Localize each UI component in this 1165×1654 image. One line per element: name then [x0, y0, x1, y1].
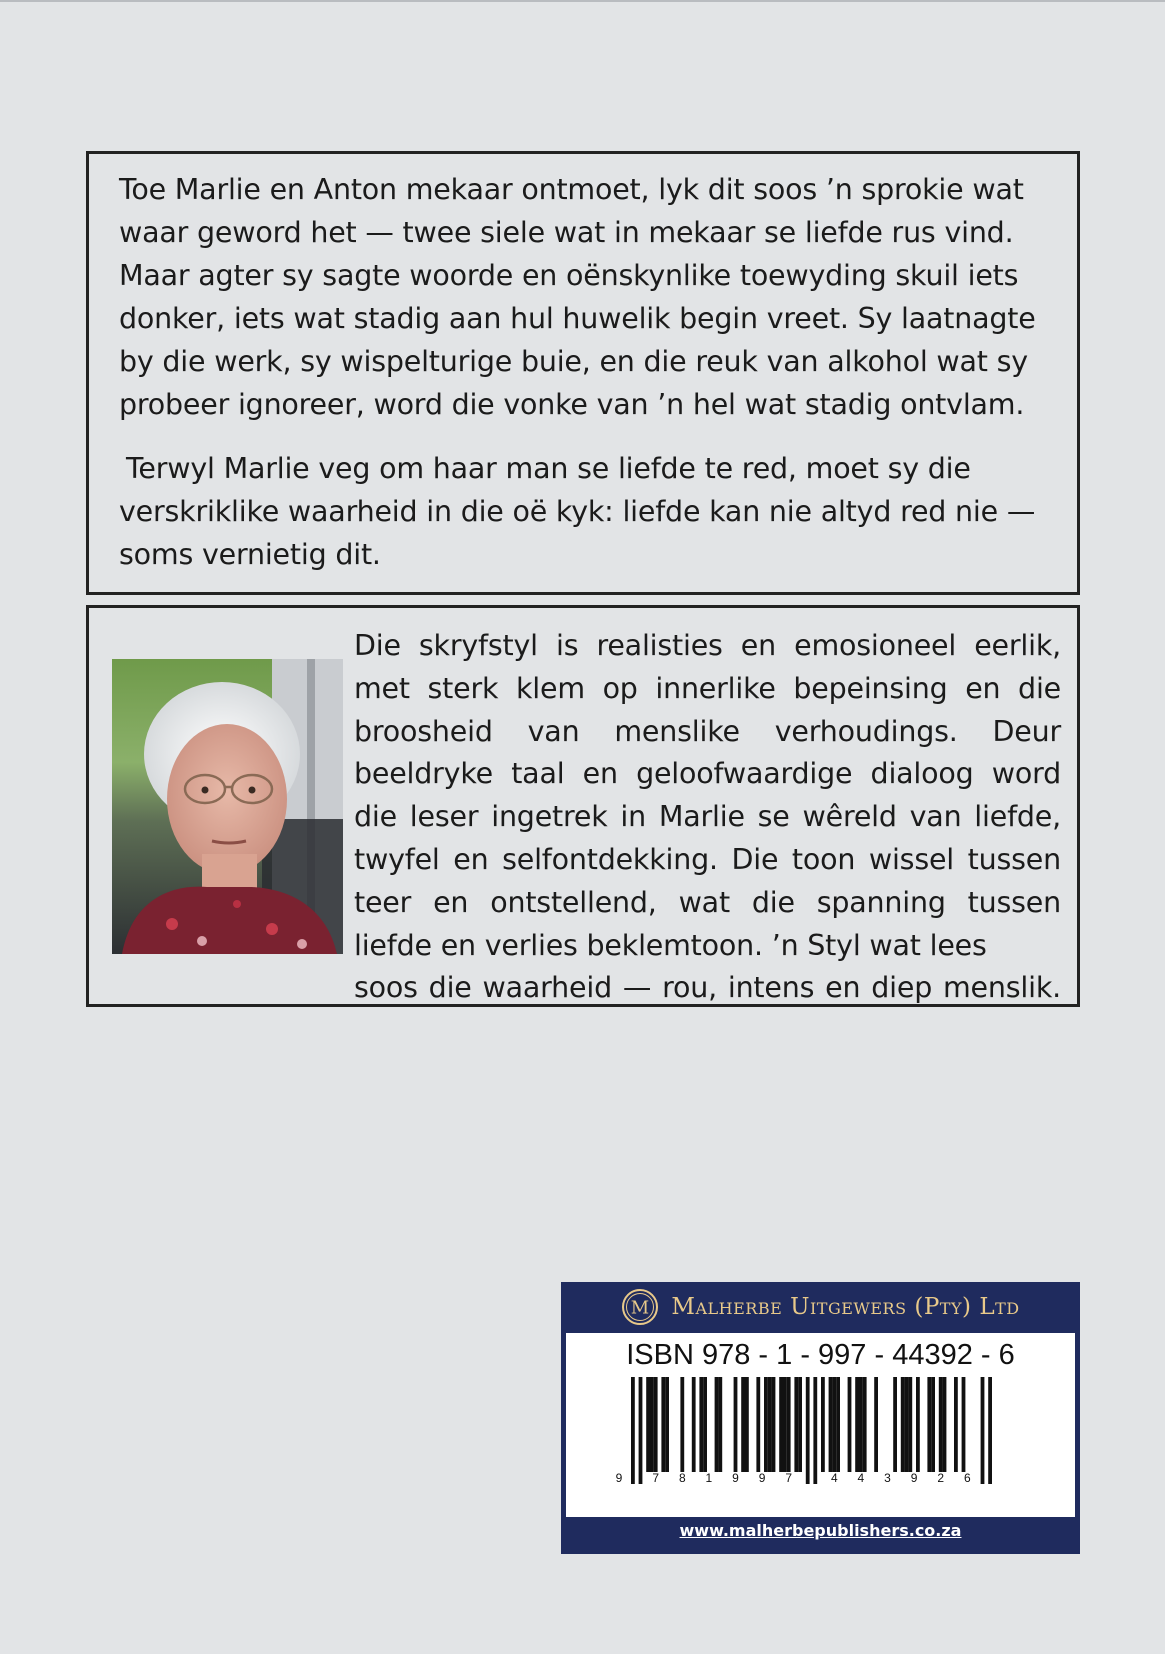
publisher-website-link[interactable]: www.malherbepublishers.co.za	[679, 1521, 962, 1540]
barcode-bar-19	[772, 1377, 776, 1472]
barcode-bar-39	[908, 1377, 912, 1472]
barcode-digit-10: 9	[910, 1471, 918, 1485]
barcode-digit-0: 9	[615, 1471, 623, 1485]
barcode-digit-2: 8	[678, 1471, 686, 1485]
barcode-bar-4	[654, 1377, 658, 1472]
barcode-bar-26	[813, 1377, 817, 1484]
barcode-digit-4: 9	[732, 1471, 739, 1485]
barcode-bar-10	[703, 1377, 707, 1472]
author-description-main: Die skryfstyl is realisties en emosioneel eerlik, met sterk klem op innerlike bepeinsing en die broosheid van menslike verhoudings. Deur beeldryke taal en geloofwaardige dialoog word die leser ingetrek in Marlie se wêreld van liefde, twyfel en selfontdekking. Die toon wissel tussen teer en ontstellend, wat die spanning tussen liefde en verlies beklemtoon. ’n Styl wat lees	[354, 629, 1061, 962]
author-photo	[112, 659, 343, 954]
barcode-bar-11	[715, 1377, 719, 1472]
barcode-digit-7: 4	[830, 1471, 838, 1485]
barcode-digit-8: 4	[857, 1471, 865, 1485]
synopsis-paragraph-2: Terwyl Marlie veg om haar man se liefde te red, moet sy die verskriklike waarheid in die oë kyk: liefde kan nie altyd red nie — soms vernietig dit.	[119, 452, 1036, 571]
barcode-bar-17	[764, 1377, 768, 1472]
isbn-text: ISBN 978 - 1 - 997 - 44392 - 6	[626, 1339, 1015, 1371]
barcode-digit-11: 2	[937, 1471, 945, 1485]
synopsis-paragraph-1: Toe Marlie en Anton mekaar ontmoet, lyk dit soos ’n sprokie wat waar geword het — twee siele wat in mekaar se liefde rus vind. Maar agter sy sagte woorde en oënskynlike toewyding skuil iets donker, iets wat stadig aan hul huwelik begin vreet. Sy laatnagte by die werk, sy wispelturige buie, en die reuk van alkohol wat sy probeer ignoreer, word die vonke van ’n hel wat stadig ontvlam.	[119, 173, 1036, 421]
barcode-bar-5	[661, 1377, 665, 1472]
barcode-digit-6: 7	[785, 1471, 793, 1485]
barcode-bar-12	[718, 1377, 722, 1472]
top-border-line	[0, 0, 1165, 2]
author-description-last-line: soos die waarheid — rou, intens en diep menslik.	[354, 971, 1061, 1005]
barcode-bar-7	[680, 1377, 684, 1472]
barcode-bar-41	[927, 1377, 931, 1472]
publisher-logo-icon	[621, 1288, 659, 1326]
barcode-bar-40	[916, 1377, 920, 1472]
barcode-bar-43	[939, 1377, 943, 1472]
barcode-bar-44	[943, 1377, 947, 1472]
publisher-name: Malherbe Uitgewers (Pty) Ltd	[671, 1294, 1020, 1320]
barcode-bar-1	[639, 1377, 643, 1484]
publisher-barcode-panel	[561, 1282, 1080, 1554]
barcode-bar-34	[863, 1377, 867, 1472]
barcode-bar-29	[832, 1377, 836, 1472]
barcode-digit-1: 7	[652, 1471, 660, 1485]
barcode-bar-38	[905, 1377, 909, 1472]
barcode-bar-24	[798, 1377, 802, 1472]
author-description	[354, 625, 1061, 1010]
barcode-bar-14	[741, 1377, 745, 1472]
publisher-header	[561, 1282, 1080, 1332]
barcode-bar-31	[848, 1377, 852, 1472]
barcode-bar-0	[631, 1377, 635, 1484]
barcode-bar-16	[756, 1377, 760, 1472]
barcode-bar-20	[779, 1377, 783, 1472]
barcode-bar-27	[821, 1377, 825, 1472]
barcode-bar-32	[855, 1377, 859, 1472]
barcode-bar-36	[893, 1377, 897, 1472]
barcode-bar-35	[874, 1377, 878, 1472]
barcode-bar-48	[988, 1377, 992, 1484]
barcode-bar-3	[650, 1377, 654, 1472]
barcode-bar-23	[794, 1377, 798, 1472]
barcode-bar-8	[692, 1377, 696, 1472]
barcode-bar-30	[836, 1377, 840, 1472]
barcode-bar-2	[646, 1377, 650, 1472]
author-box	[86, 605, 1080, 1007]
barcode-digit-9: 3	[884, 1471, 891, 1485]
barcode-bar-45	[954, 1377, 958, 1472]
synopsis-box	[86, 151, 1080, 595]
barcode-bar-33	[859, 1377, 863, 1472]
barcode-digit-3: 1	[705, 1471, 713, 1485]
barcode-area	[566, 1333, 1075, 1517]
barcode-bar-47	[981, 1377, 985, 1484]
barcode-bar-21	[783, 1377, 787, 1472]
barcode-digit-12: 6	[963, 1471, 971, 1485]
barcode-bar-15	[745, 1377, 749, 1472]
barcode-bar-28	[829, 1377, 833, 1472]
barcode-bar-22	[787, 1377, 791, 1472]
barcode-bar-42	[931, 1377, 935, 1472]
logo-letter: M	[631, 1297, 650, 1319]
barcode-bar-18	[768, 1377, 772, 1472]
barcode-bar-13	[734, 1377, 738, 1472]
barcode-bar-37	[901, 1377, 905, 1472]
barcode-digit-5: 9	[758, 1471, 766, 1485]
barcode-bar-9	[699, 1377, 703, 1472]
barcode-bar-46	[962, 1377, 966, 1472]
barcode-bar-6	[665, 1377, 669, 1472]
barcode-bar-25	[806, 1377, 810, 1484]
